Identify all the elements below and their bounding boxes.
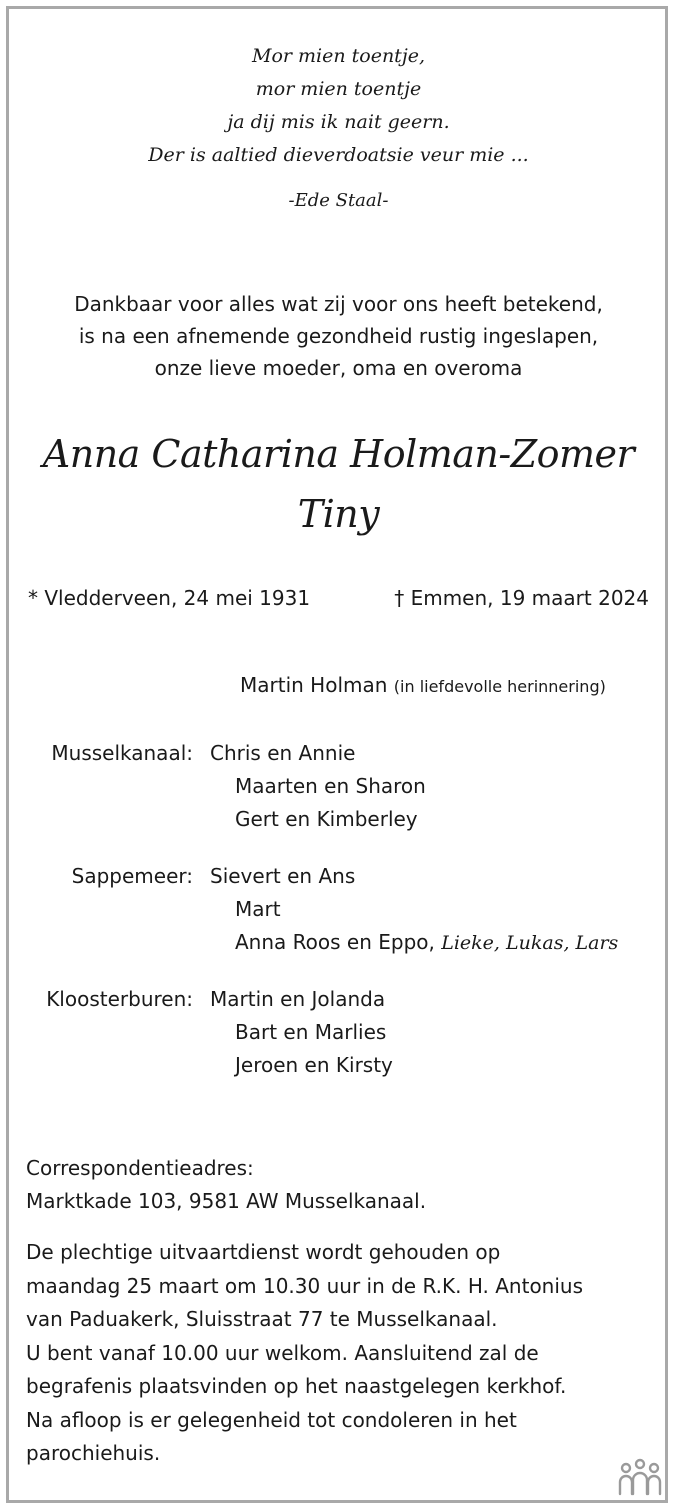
poem-line: ja dij mis ik nait geern.	[227, 111, 450, 133]
family-group	[0, 983, 677, 1083]
deceased-nickname: Tiny	[297, 492, 380, 536]
family-grandchildren: Lieke, Lukas, Lars	[441, 932, 619, 954]
poem-line: mor mien toentje	[255, 78, 422, 100]
family-sub	[210, 770, 426, 803]
family-sub	[210, 1016, 393, 1049]
poem-line: Der is aaltied dieverdoatsie veur mie ...	[148, 144, 529, 166]
service-line: U bent vanaf 10.00 uur welkom. Aansluitend zal de	[26, 1340, 539, 1365]
family-place: Kloosterburen:	[46, 987, 193, 1011]
correspondence-value: Marktkade 103, 9581 AW Musselkanaal.	[26, 1189, 427, 1213]
service-line: maandag 25 maart om 10.30 uur in de R.K. H. Antonius	[26, 1273, 584, 1298]
poem-author: -Ede Staal-	[288, 190, 389, 211]
family-sub-name: Maarten en Sharon	[235, 774, 426, 798]
family-main: Sievert en Ans	[210, 864, 356, 888]
family-sub-name: Bart en Marlies	[235, 1020, 387, 1044]
service-info	[26, 1236, 583, 1471]
family-sub-name: Anna Roos en Eppo,	[235, 930, 435, 954]
death-date: † Emmen, 19 maart 2024	[394, 586, 649, 610]
service-line: Na afloop is er gelegenheid tot condoleren in het	[26, 1407, 517, 1432]
family-sub-name: Mart	[235, 897, 281, 921]
family-main: Martin en Jolanda	[210, 987, 386, 1011]
family-group	[0, 860, 677, 960]
service-line: De plechtige uitvaartdienst wordt gehouden op	[26, 1240, 501, 1264]
family-sub	[210, 1049, 393, 1082]
poem	[0, 40, 677, 172]
correspondence-address	[26, 1152, 426, 1218]
family-place: Musselkanaal:	[51, 741, 193, 765]
intro-line: Dankbaar voor alles wat zij voor ons heeft betekend,	[74, 292, 603, 316]
people-group-icon	[617, 1456, 663, 1498]
family-members	[210, 983, 393, 1082]
deceased-full-name: Anna Catharina Holman-Zomer	[42, 432, 635, 476]
family-main: Chris en Annie	[210, 741, 356, 765]
poem-line: Mor mien toentje,	[252, 45, 425, 67]
family-sub-name: Gert en Kimberley	[235, 807, 418, 831]
deceased-name-block	[0, 424, 677, 544]
intro-line: is na een afnemende gezondheid rustig ingeslapen,	[78, 324, 599, 348]
family-sub-name: Jeroen en Kirsty	[235, 1053, 393, 1077]
service-line: parochiehuis.	[26, 1441, 161, 1465]
family-group	[0, 737, 677, 837]
family-sub	[210, 803, 426, 836]
family-members	[210, 860, 618, 960]
family-members	[210, 737, 426, 836]
birth-date: * Vledderveen, 24 mei 1931	[28, 586, 311, 610]
spouse	[240, 673, 606, 697]
intro-text	[0, 288, 677, 384]
spouse-name: Martin Holman	[240, 673, 388, 697]
service-line: begrafenis plaatsvinden op het naastgelegen kerkhof.	[26, 1374, 567, 1398]
correspondence-label: Correspondentieadres:	[26, 1156, 254, 1180]
service-line: van Paduakerk, Sluisstraat 77 te Musselkanaal.	[26, 1307, 498, 1331]
spouse-note: (in liefdevolle herinnering)	[393, 677, 606, 696]
family-place: Sappemeer:	[71, 864, 193, 888]
family-sub	[210, 926, 618, 960]
intro-line: onze lieve moeder, oma en overoma	[154, 356, 523, 380]
family-sub	[210, 893, 618, 926]
